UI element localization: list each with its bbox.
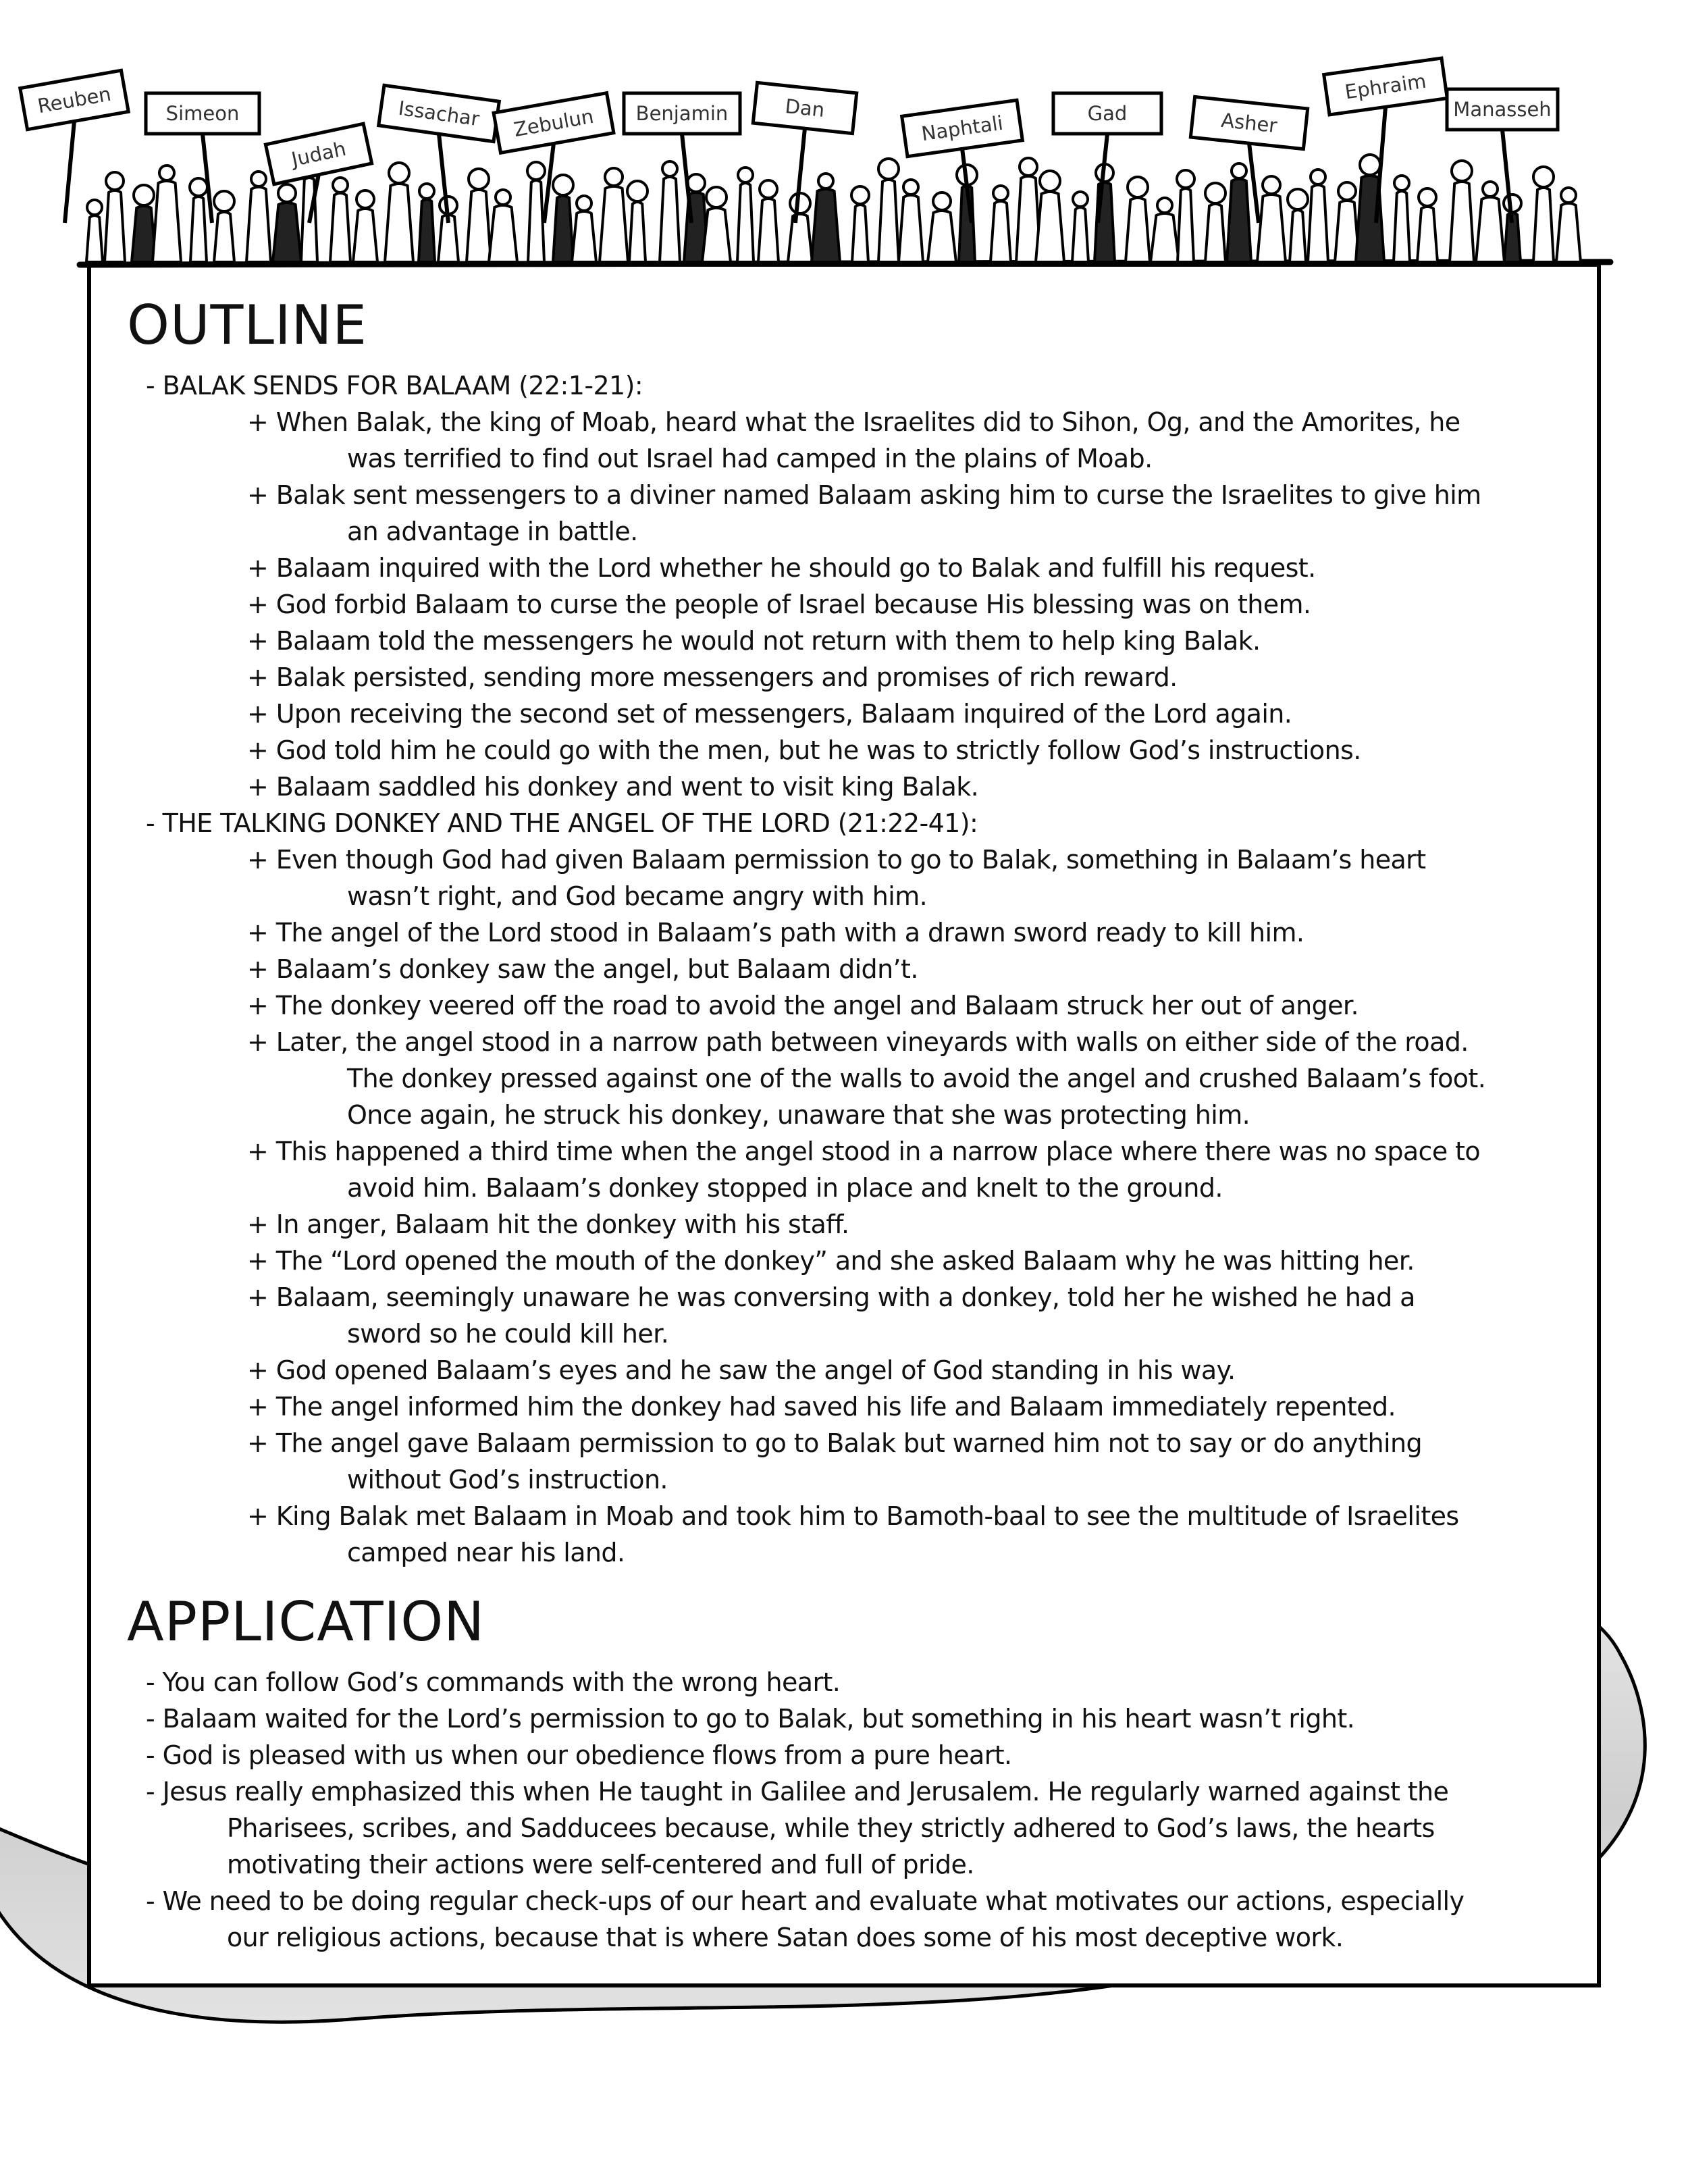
- outline-bullet: [127, 404, 1485, 477]
- tribe-name: Simeon: [165, 102, 240, 125]
- bullet-text: + King Balak met Balaam in Moab and took him to Bamoth-baal to see the multitude of Israelites: [247, 1501, 1459, 1531]
- person-figure: [330, 178, 350, 262]
- person-figure: [1556, 188, 1581, 262]
- bullet-text: + Upon receiving the second set of messengers, Balaam inquired of the Lord again.: [247, 699, 1292, 729]
- person-figure: [1288, 189, 1308, 262]
- person-figure: [1072, 192, 1088, 262]
- person-figure: [899, 180, 923, 262]
- person-figure: [812, 174, 840, 262]
- person-figure: [489, 190, 517, 262]
- bullet-text: + Even though God had given Balaam permission to go to Balak, something in Balaam’s heart: [247, 845, 1426, 875]
- bullet-text: + Balaam told the messengers he would not return with them to help king Balak.: [247, 626, 1261, 656]
- person-figure: [1227, 163, 1251, 262]
- application-text: - You can follow God’s commands with the wrong heart.: [146, 1667, 841, 1697]
- bullet-continuation: an advantage in battle.: [347, 517, 638, 546]
- tribe-name: Judah: [289, 136, 348, 172]
- application-item: [127, 1773, 1464, 1883]
- outline-bullet: [127, 987, 1485, 1024]
- bullet-text: + God forbid Balaam to curse the people of Israel because His blessing was on them.: [247, 590, 1311, 619]
- person-figure: [246, 172, 271, 262]
- bullet-text: + The “Lord opened the mouth of the donkey” and she asked Balaam why he was hitting her.: [247, 1246, 1415, 1276]
- person-figure: [1476, 182, 1504, 262]
- bullet-text: + The angel informed him the donkey had saved his life and Balaam immediately repented.: [247, 1392, 1396, 1422]
- outline-bullet: [127, 1352, 1485, 1388]
- outline-bullet: [127, 550, 1485, 586]
- person-figure: [527, 162, 545, 262]
- person-figure: [385, 163, 413, 262]
- bullet-text: + Later, the angel stood in a narrow path between vineyards with walls on either side of the road.: [247, 1027, 1469, 1057]
- person-figure: [1205, 183, 1225, 262]
- bullet-text: + The angel of the Lord stood in Balaam’s path with a drawn sword ready to kill him.: [247, 918, 1304, 947]
- person-figure: [153, 165, 181, 262]
- tribe-name: Asher: [1219, 108, 1279, 138]
- application-text: - We need to be doing regular check-ups of our heart and evaluate what motivates our actions, especially: [146, 1886, 1465, 1916]
- tribe-name: Dan: [784, 95, 826, 122]
- application-text: - Balaam waited for the Lord’s permission to go to Balak, but something in his heart wasn’t right.: [146, 1704, 1355, 1734]
- person-figure: [991, 186, 1011, 262]
- bullet-text: + The angel gave Balaam permission to go to Balak but warned him not to say or do anything: [247, 1428, 1422, 1458]
- person-figure: [1308, 170, 1328, 262]
- bullet-text: + Balaam, seemingly unaware he was conversing with a donkey, told her he wished he had a: [247, 1282, 1415, 1312]
- person-figure: [1177, 170, 1194, 262]
- bullet-text: + God told him he could go with the men, but he was to strictly follow God’s instructions.: [247, 735, 1361, 765]
- bullet-continuation: Once again, he struck his donkey, unaware that she was protecting him.: [347, 1100, 1250, 1130]
- outline-bullet: [127, 477, 1485, 550]
- outline-bullet: [127, 769, 1485, 805]
- person-figure: [1257, 176, 1286, 262]
- application-text: - God is pleased with us when our obedience flows from a pure heart.: [146, 1740, 1012, 1770]
- person-figure: [214, 191, 234, 262]
- outline-bullet: [127, 623, 1485, 659]
- bullet-text: + God opened Balaam’s eyes and he saw the angel of God standing in his way.: [247, 1355, 1236, 1385]
- application-continuation: motivating their actions were self-centered and full of pride.: [227, 1850, 974, 1879]
- person-figure: [1533, 167, 1554, 262]
- application-continuation: our religious actions, because that is where Satan does some of his most deceptive work.: [227, 1923, 1344, 1952]
- person-figure: [758, 180, 779, 262]
- outline-bullet: [127, 1425, 1485, 1498]
- bullet-text: + Balaam saddled his donkey and went to visit king Balak.: [247, 772, 979, 802]
- person-figure: [600, 168, 628, 262]
- outline-section-heading: - BALAK SENDS FOR BALAAM (22:1-21):: [146, 371, 643, 400]
- bullet-continuation: The donkey pressed against one of the walls to avoid the angel and crushed Balaam’s foot.: [347, 1064, 1486, 1093]
- person-figure: [419, 184, 435, 262]
- bullet-continuation: avoid him. Balaam’s donkey stopped in place and knelt to the ground.: [347, 1173, 1223, 1203]
- person-figure: [572, 196, 596, 262]
- bullet-text: + When Balak, the king of Moab, heard what the Israelites did to Sihon, Og, and the Amorites, he: [247, 407, 1460, 437]
- application-item: [127, 1700, 1464, 1737]
- person-figure: [702, 187, 731, 262]
- person-figure: [467, 169, 491, 262]
- person-figure: [1036, 171, 1064, 262]
- person-figure: [273, 184, 301, 262]
- outline-bullet: [127, 1498, 1485, 1571]
- person-figure: [627, 181, 648, 262]
- outline-bullet: [127, 732, 1485, 769]
- person-figure: [878, 159, 899, 262]
- tribe-name: Zebulun: [512, 104, 596, 142]
- person-figure: [553, 175, 573, 262]
- bullet-continuation: was terrified to find out Israel had camped in the plains of Moab.: [347, 444, 1153, 473]
- person-figure: [928, 192, 956, 262]
- outline-bullet: [127, 586, 1485, 623]
- bullet-text: + Balaam inquired with the Lord whether he should go to Balak and fulfill his request.: [247, 553, 1316, 583]
- tribe-name: Naphtali: [920, 111, 1005, 146]
- outline-bullet: [127, 696, 1485, 732]
- outline-title: OUTLINE: [127, 294, 367, 357]
- person-figure: [660, 161, 680, 262]
- outline-bullet: [127, 659, 1485, 696]
- application-continuation: Pharisees, scribes, and Sadducees because, while they strictly adhered to God’s laws, the hearts: [227, 1813, 1435, 1843]
- tribe-name: Ephraim: [1343, 69, 1428, 104]
- tribe-name: Reuben: [36, 82, 113, 118]
- outline-bullet: [127, 841, 1485, 914]
- outline-list: [127, 367, 1485, 1571]
- tribe-name: Manasseh: [1453, 98, 1552, 121]
- bullet-text: + Balak sent messengers to a diviner named Balaam asking him to curse the Israelites to give him: [247, 480, 1481, 510]
- outline-bullet: [127, 1243, 1485, 1279]
- application-title: APPLICATION: [127, 1590, 485, 1653]
- person-figure: [1450, 161, 1474, 262]
- application-item: [127, 1737, 1464, 1773]
- outline-bullet: [127, 1279, 1485, 1352]
- person-figure: [105, 172, 125, 262]
- outline-bullet: [127, 1133, 1485, 1206]
- person-figure: [1417, 188, 1438, 262]
- person-figure: [1394, 176, 1410, 262]
- bullet-text: + Balaam’s donkey saw the angel, but Balaam didn’t.: [247, 954, 918, 984]
- person-figure: [737, 167, 754, 262]
- outline-bullet: [127, 1024, 1485, 1133]
- tribe-name: Benjamin: [635, 102, 729, 125]
- bullet-text: + In anger, Balaam hit the donkey with his staff.: [247, 1210, 849, 1239]
- tribe-name: Gad: [1087, 102, 1128, 125]
- person-figure: [353, 190, 377, 262]
- outline-bullet: [127, 1206, 1485, 1243]
- bullet-continuation: camped near his land.: [347, 1538, 625, 1567]
- bullet-text: + The donkey veered off the road to avoid the angel and Balaam struck her out of anger.: [247, 991, 1359, 1020]
- person-figure: [788, 193, 812, 262]
- person-figure: [190, 178, 207, 262]
- bullet-continuation: sword so he could kill her.: [347, 1319, 669, 1349]
- tribe-sign: [494, 93, 614, 223]
- person-figure: [1504, 194, 1521, 262]
- bullet-text: + This happened a third time when the angel stood in a narrow place where there was no space to: [247, 1137, 1481, 1166]
- application-list: [127, 1664, 1464, 1956]
- application-item: [127, 1883, 1464, 1956]
- person-figure: [86, 200, 103, 262]
- tribe-name: Issachar: [396, 96, 481, 131]
- outline-bullet: [127, 1388, 1485, 1425]
- application-text: - Jesus really emphasized this when He taught in Galilee and Jerusalem. He regularly warned against the: [146, 1777, 1449, 1806]
- bullet-continuation: without God’s instruction.: [347, 1465, 668, 1494]
- person-figure: [1126, 177, 1150, 262]
- bullet-continuation: wasn’t right, and God became angry with him.: [347, 881, 928, 911]
- person-figure: [851, 186, 869, 262]
- outline-section-heading: - THE TALKING DONKEY AND THE ANGEL OF THE LORD (21:22-41):: [146, 808, 978, 838]
- bullet-text: + Balak persisted, sending more messengers and promises of rich reward.: [247, 662, 1178, 692]
- application-item: [127, 1664, 1464, 1700]
- outline-bullet: [127, 914, 1485, 951]
- outline-bullet: [127, 951, 1485, 987]
- person-figure: [1151, 198, 1179, 262]
